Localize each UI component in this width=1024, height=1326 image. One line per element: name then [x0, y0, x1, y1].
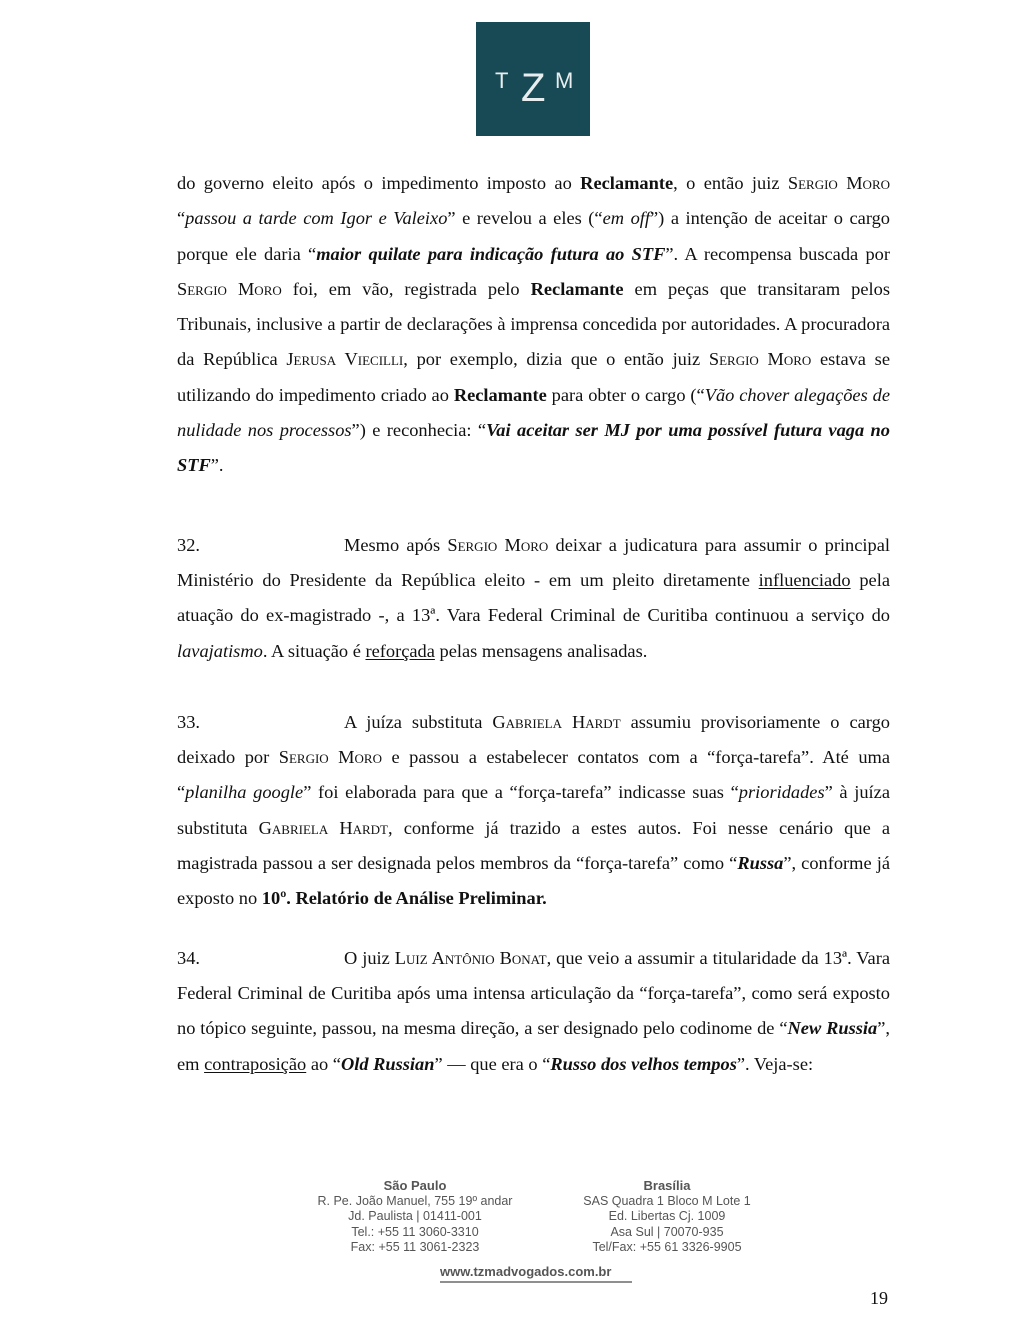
office-address-line: Asa Sul | 70070-935 [610, 1224, 724, 1239]
text-run: A juíza substituta [344, 711, 493, 732]
quote-emphasis: New Russia [787, 1018, 878, 1039]
text-run: Mesmo após [344, 534, 448, 555]
text-run: ”) e reconhecia: “ [351, 420, 487, 441]
text-run: e passou a estabelecer contatos com a “força-tarefa”. Até uma “ [177, 747, 890, 803]
text-run: foi, em vão, registrada pelo [281, 278, 531, 299]
person-name: Sergio Moro [278, 747, 382, 768]
document-body [177, 166, 890, 1082]
quote-emphasis: Vai aceitar ser MJ por uma possível futura vaga no STF [177, 420, 890, 476]
paragraph-33 [177, 705, 890, 917]
text-run: ” — que era o “ [434, 1053, 551, 1074]
party-name: Reclamante [453, 384, 547, 405]
underlined-term: influenciado [758, 569, 851, 590]
person-name: Sergio Moro [708, 349, 812, 370]
paragraph-number: 34. [177, 947, 200, 968]
office-city: São Paulo [383, 1178, 447, 1193]
office-phone-fax: Tel/Fax: +55 61 3326-9905 [592, 1240, 742, 1254]
text-run: ao “ [306, 1053, 341, 1074]
text-run: ”. [210, 455, 224, 476]
office-address-line: SAS Quadra 1 Bloco M Lote 1 [583, 1193, 751, 1208]
quote: passou a tarde com Igor e Valeixo [185, 208, 448, 229]
quote: Vão chover alegações de nulidade nos processos [177, 384, 890, 441]
text-run: ”. A recompensa buscada por [665, 243, 890, 264]
text-run: pela atuação do ex-magistrado -, a 13ª. Vara Federal Criminal de Curitiba continuou a serviço do [177, 569, 890, 626]
quote: planilha google [185, 782, 304, 803]
party-name: Reclamante [580, 173, 674, 193]
person-name: Gabriela Hardt [258, 817, 388, 838]
text-run: pelas mensagens analisadas. [434, 640, 648, 661]
person-name: Luiz Antônio Bonat [394, 947, 547, 968]
footer-rule [440, 1281, 632, 1283]
quote-emphasis: maior quilate para indicação futura ao STF [316, 243, 666, 264]
text-run: . A situação é [262, 640, 366, 661]
paragraph-number: 32. [177, 534, 200, 555]
text-run: ”. Veja-se: [736, 1053, 814, 1074]
quote: prioridades [738, 782, 825, 803]
text-run: estava se utilizando do impedimento criado ao [177, 349, 890, 405]
office-sao-paulo [300, 1178, 530, 1256]
office-city: Brasília [643, 1178, 691, 1193]
office-address-line: R. Pe. João Manuel, 755 19º andar [317, 1193, 513, 1208]
firm-logo [476, 22, 590, 136]
text-run: ” foi elaborada para que a “força-tarefa” indicasse suas “ [303, 782, 739, 803]
text-run: , o então juiz [673, 173, 788, 193]
text-run: deixar a judicatura para assumir o principal Ministério do Presidente da República eleito - em um pleito diretamente [177, 534, 890, 590]
text-run: em peças que transitaram pelos Tribunais, inclusive a partir de declarações à imprensa concedida por autoridades. A procuradora da República [177, 278, 890, 370]
text-run: O juiz [344, 947, 395, 968]
text-run: do governo eleito após o impedimento imposto ao [177, 173, 581, 193]
website-link[interactable]: www.tzmadvogados.com.br [440, 1264, 612, 1279]
letterhead-footer [300, 1178, 770, 1290]
text-run: , que veio a assumir a titularidade da 13ª. Vara Federal Criminal de Curitiba após uma intensa articulação da “força-tarefa”, como será exposto no tópico seguinte, passou, na mesma direção, a ser designado pelo codinome de “ [177, 947, 890, 1039]
quote-emphasis: Old Russian [340, 1053, 435, 1074]
text-run: ” à juíza substituta [177, 782, 890, 838]
office-brasilia [562, 1178, 772, 1256]
text-run: ”, conforme já exposto no [177, 853, 890, 909]
text-run: , por exemplo, dizia que o então juiz [403, 349, 709, 370]
quote: em off [602, 208, 650, 229]
italic-term: lavajatismo [177, 640, 263, 661]
tzm-monogram [476, 22, 590, 136]
text-run: “ [177, 208, 186, 229]
person-name: Sergio Moro [447, 534, 549, 555]
page-number: 19 [870, 1288, 888, 1308]
underlined-term: reforçada [365, 640, 435, 661]
text-run: ”, em [177, 1018, 890, 1074]
text-run: para obter o cargo (“ [546, 384, 705, 405]
text-run: , conforme já trazido a estes autos. Foi nesse cenário que a magistrada passou a ser designada pelos membros da “força-tarefa” como “ [177, 817, 890, 874]
logo-letter-t: T [495, 68, 509, 93]
report-reference: 10º. Relatório de Análise Preliminar. [261, 888, 547, 909]
text-run: assumiu provisoriamente o cargo deixado por [177, 711, 890, 768]
quote-emphasis: Russo dos velhos tempos [550, 1053, 737, 1074]
logo-letter-z: Z [521, 66, 546, 110]
office-fax: Fax: +55 11 3061-2323 [350, 1240, 480, 1254]
paragraph-number: 33. [177, 711, 200, 732]
person-name: Sergio Moro [177, 278, 282, 299]
quote-emphasis: Russa [737, 853, 784, 874]
person-name: Sergio Moro [787, 173, 891, 193]
underlined-term: contraposição [204, 1053, 307, 1074]
paragraph-32 [177, 528, 890, 669]
text-run: ”) a intenção de aceitar o cargo porque ele daria “ [177, 208, 890, 264]
office-address-line: Ed. Libertas Cj. 1009 [608, 1209, 726, 1223]
logo-letter-m: M [555, 68, 574, 93]
office-address-line: Jd. Paulista | 01411-001 [348, 1209, 482, 1223]
paragraph-31-continuation [177, 166, 890, 484]
person-name: Jerusa Viecilli [286, 349, 404, 370]
paragraph-34 [177, 941, 890, 1082]
party-name: Reclamante [530, 278, 624, 299]
text-run: ” e revelou a eles (“ [447, 208, 603, 229]
person-name: Gabriela Hardt [492, 711, 621, 732]
office-phone: Tel.: +55 11 3060-3310 [351, 1224, 479, 1239]
